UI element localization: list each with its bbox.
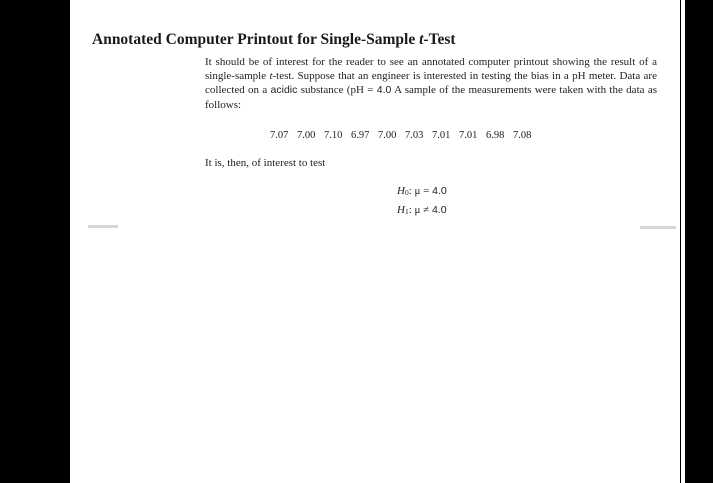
data-value: 7.08 xyxy=(513,130,532,141)
data-value: 7.03 xyxy=(405,130,424,141)
substance-word: acidic xyxy=(270,84,298,97)
intro-paragraph: It should be of interest for the reader to see an annotated computer printout showing the result of a single-sample t-test. Suppose that an engineer is interested in testing the bias in a pH meter. Data are collected on a acidic substance (pH = 4.0 A sample of the measurements were taken with the data as follows: xyxy=(205,56,657,111)
data-value: 7.00 xyxy=(378,130,397,141)
document-page xyxy=(70,0,680,483)
data-value: 6.98 xyxy=(486,130,505,141)
ph-value: 4.0 xyxy=(376,84,392,97)
scrollbar-strip xyxy=(681,0,685,483)
title-text: Annotated Computer Printout for Single-Sample xyxy=(92,31,420,48)
title-t-italic: t xyxy=(419,31,424,48)
alternative-hypothesis: $H_1$: μ ≠ 4.0 xyxy=(397,204,447,216)
page-title xyxy=(92,31,456,49)
page-edge-marker-left xyxy=(88,225,118,228)
measurement-data-row xyxy=(270,130,537,141)
null-hypothesis: $H_0$: μ = 4.0 xyxy=(397,185,447,197)
interest-sentence: It is, then, of interest to test xyxy=(205,157,326,169)
data-value: 7.00 xyxy=(297,130,316,141)
data-value: 6.97 xyxy=(351,130,370,141)
page-edge-marker-right xyxy=(640,226,676,229)
data-value: 7.01 xyxy=(432,130,451,141)
data-value: 7.01 xyxy=(459,130,478,141)
data-value: 7.10 xyxy=(324,130,343,141)
data-value: 7.07 xyxy=(270,130,289,141)
title-suffix: -Test xyxy=(423,31,456,48)
